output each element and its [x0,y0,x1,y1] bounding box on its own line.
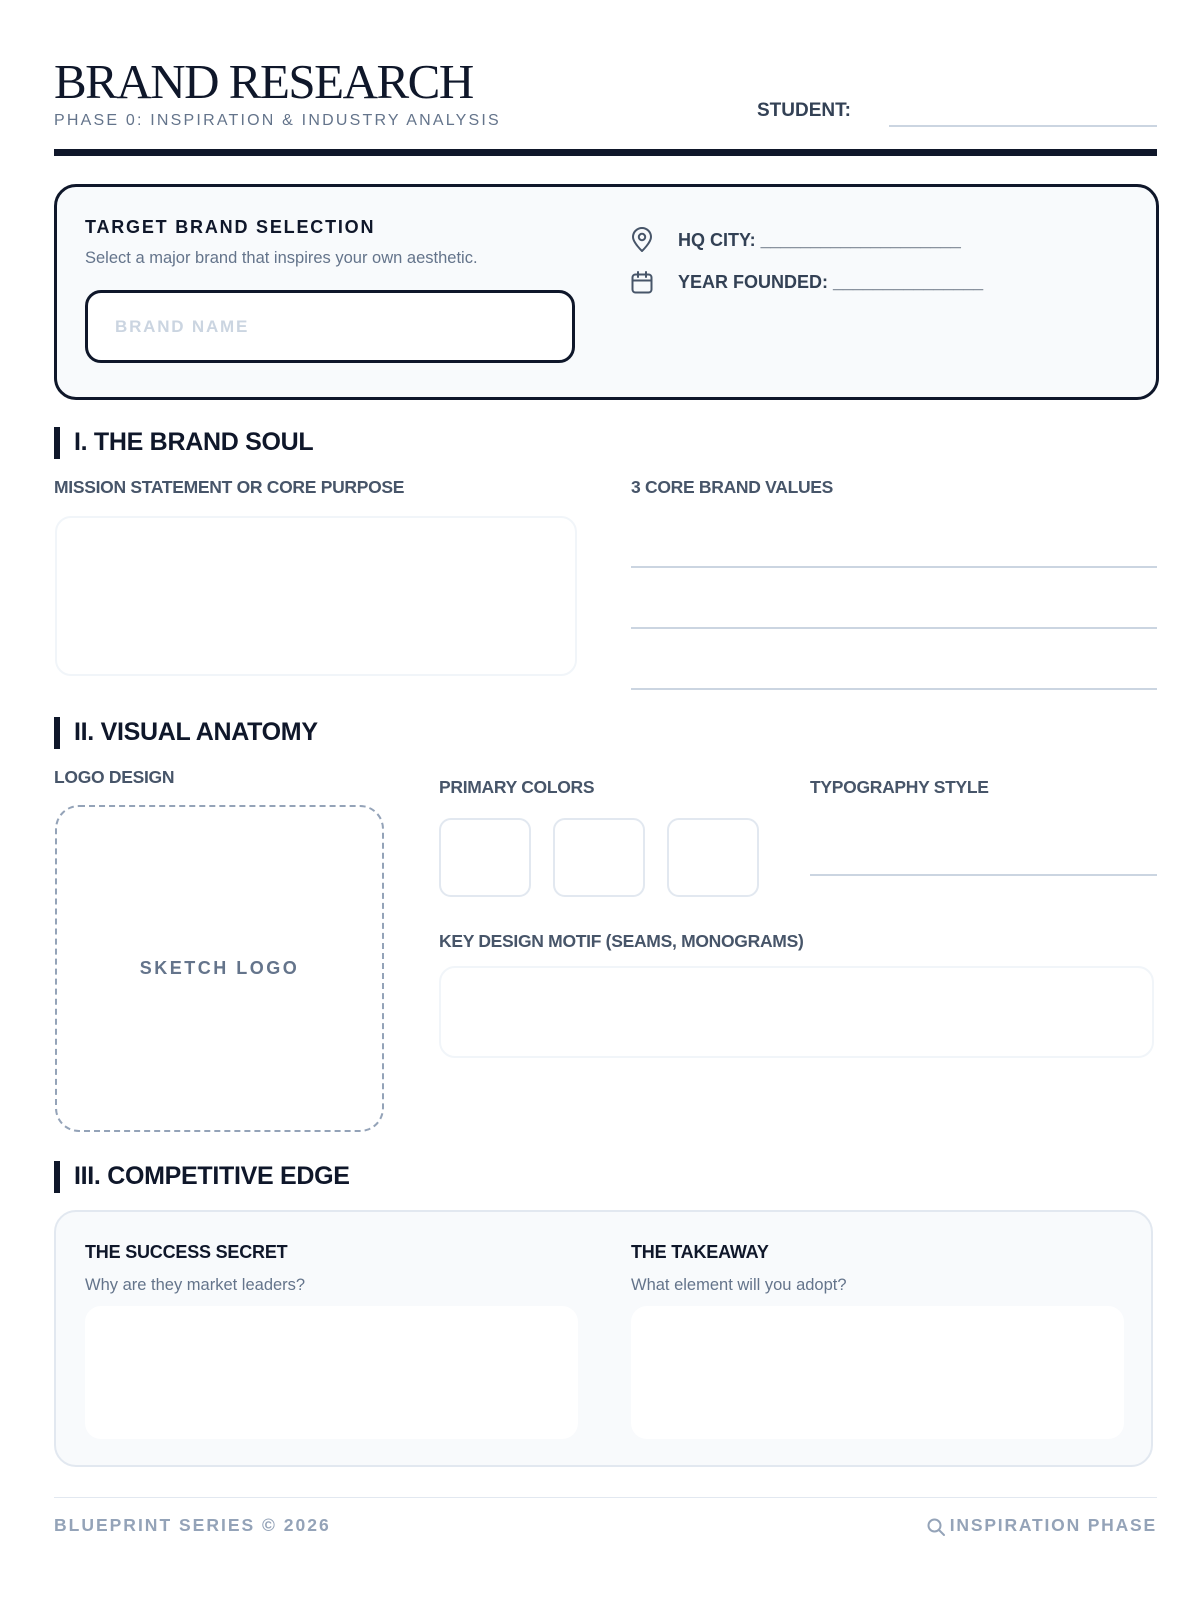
design-motif-box[interactable] [439,966,1154,1058]
section-title-competitive-edge: III. COMPETITIVE EDGE [74,1162,350,1190]
footer-divider [54,1497,1157,1498]
color-swatch-3[interactable] [667,818,759,897]
target-brand-description: Select a major brand that inspires your own aesthetic. [85,249,478,267]
core-value-line-3[interactable] [631,688,1157,690]
mission-statement-box[interactable] [55,516,577,676]
takeaway-heading: THE TAKEAWAY [631,1242,769,1262]
section-marker [54,1161,60,1193]
footer-phase: INSPIRATION PHASE [949,1515,1157,1535]
section-title-brand-soul: I. THE BRAND SOUL [74,428,314,456]
section-title-visual-anatomy: II. VISUAL ANATOMY [74,718,318,746]
color-swatch-2[interactable] [553,818,645,897]
section-marker [54,427,60,459]
takeaway-prompt: What element will you adopt? [631,1276,847,1294]
core-value-line-1[interactable] [631,566,1157,568]
logo-sketch-placeholder: SKETCH LOGO [139,958,300,978]
logo-design-label: LOGO DESIGN [54,767,175,787]
section-marker [54,717,60,749]
color-swatch-1[interactable] [439,818,531,897]
page-title: BRAND RESEARCH [54,54,473,109]
primary-colors-label: PRIMARY COLORS [439,777,595,797]
success-secret-box[interactable] [85,1306,578,1439]
success-secret-heading: THE SUCCESS SECRET [85,1242,288,1262]
hq-city-field[interactable]: HQ CITY: ____________________ [678,230,961,250]
footer-series: BLUEPRINT SERIES © 2026 [54,1515,331,1535]
map-pin-icon [630,227,654,253]
takeaway-box[interactable] [631,1306,1124,1439]
target-brand-heading: TARGET BRAND SELECTION [85,217,376,237]
core-values-label: 3 CORE BRAND VALUES [631,477,834,497]
calendar-icon [630,270,654,296]
search-icon [926,1517,946,1537]
brand-name-input[interactable] [85,290,575,363]
core-value-line-2[interactable] [631,627,1157,629]
mission-label: MISSION STATEMENT OR CORE PURPOSE [54,477,405,497]
student-label: STUDENT: [757,100,851,121]
page-subtitle: PHASE 0: INSPIRATION & INDUSTRY ANALYSIS [54,112,501,129]
design-motif-label: KEY DESIGN MOTIF (SEAMS, MONOGRAMS) [439,931,804,951]
typography-label: TYPOGRAPHY STYLE [810,777,989,797]
header-divider [54,149,1157,156]
year-founded-field[interactable]: YEAR FOUNDED: _______________ [678,272,984,292]
typography-style-line[interactable] [810,874,1157,876]
student-name-field[interactable] [889,125,1157,127]
success-secret-prompt: Why are they market leaders? [85,1276,306,1294]
